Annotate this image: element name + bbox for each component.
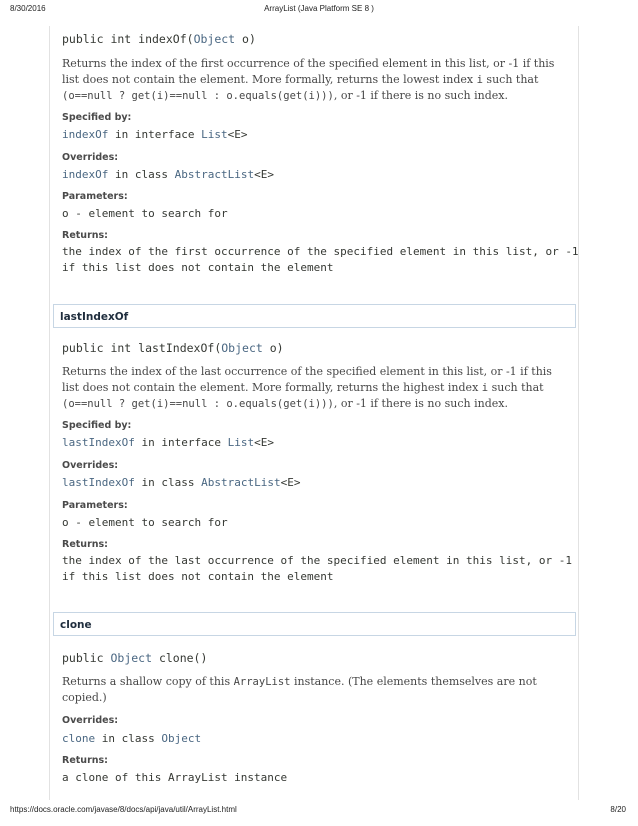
- indexof-returns-value: the index of the first occurrence of the specified element in this list, or -1 if this list does not contain the element: [62, 245, 579, 274]
- list-indexof-link[interactable]: indexOf: [62, 128, 109, 141]
- object-class-link[interactable]: Object: [161, 732, 202, 745]
- lastindexof-parameter-o: o - element to search for: [62, 516, 228, 529]
- indexof-description: Returns the index of the first occurrence of the specified element in this list, or -1 if this list does not contain the element. More formally, returns the lowest index i such that (o==null ? get(i)==null : o.equals(get(i))), or -1 if there is no such index.: [62, 57, 555, 102]
- abstractlist-class-link[interactable]: AbstractList: [174, 168, 255, 181]
- indexof-specified-by-value: indexOf in interface List<E>: [62, 128, 248, 141]
- indexof-signature: public int indexOf(Object o): [62, 32, 256, 46]
- lastindexof-parameters-label: Parameters:: [62, 500, 128, 511]
- lastindexof-heading: lastIndexOf: [53, 304, 576, 328]
- indexof-overrides-value: indexOf in class AbstractList<E>: [62, 168, 274, 181]
- list-interface-link[interactable]: List: [227, 436, 255, 449]
- abstractlist-class-link[interactable]: AbstractList: [201, 476, 281, 489]
- clone-signature: public Object clone(): [62, 651, 208, 665]
- lastindexof-returns-label: Returns:: [62, 539, 108, 550]
- abstractlist-lastindexof-link[interactable]: lastIndexOf: [62, 476, 135, 489]
- lastindexof-overrides-value: lastIndexOf in class AbstractList<E>: [62, 476, 301, 489]
- print-page-number: 8/20: [610, 805, 626, 814]
- clone-returns-label: Returns:: [62, 755, 108, 766]
- object-type-link[interactable]: Object: [193, 32, 236, 46]
- print-url: https://docs.oracle.com/javase/8/docs/api/java/util/ArrayList.html: [10, 805, 237, 814]
- clone-heading: clone: [53, 612, 576, 636]
- indexof-returns-label: Returns:: [62, 230, 108, 241]
- list-interface-link[interactable]: List: [201, 128, 228, 141]
- lastindexof-overrides-label: Overrides:: [62, 460, 119, 471]
- lastindexof-specified-by-value: lastIndexOf in interface List<E>: [62, 436, 274, 449]
- object-type-link[interactable]: Object: [110, 651, 153, 665]
- clone-description: Returns a shallow copy of this ArrayList instance. (The elements themselves are not copied.): [62, 675, 537, 704]
- list-lastindexof-link[interactable]: lastIndexOf: [62, 436, 135, 449]
- clone-returns-value: a clone of this ArrayList instance: [62, 771, 288, 784]
- print-date: 8/30/2016: [10, 4, 46, 13]
- abstractlist-clone-link[interactable]: clone: [62, 732, 96, 745]
- object-type-link[interactable]: Object: [221, 341, 263, 355]
- indexof-specified-by-label: Specified by:: [62, 112, 132, 123]
- indexof-overrides-label: Overrides:: [62, 152, 119, 163]
- abstractlist-indexof-link[interactable]: indexOf: [62, 168, 109, 181]
- indexof-parameters-label: Parameters:: [62, 191, 128, 202]
- lastindexof-signature: public int lastIndexOf(Object o): [62, 341, 284, 355]
- lastindexof-returns-value: the index of the last occurrence of the specified element in this list, or -1 if this list does not contain the element: [62, 554, 572, 583]
- clone-overrides-value: clone in class Object: [62, 732, 202, 745]
- print-title: ArrayList (Java Platform SE 8 ): [264, 4, 374, 13]
- lastindexof-specified-by-label: Specified by:: [62, 420, 132, 431]
- indexof-parameter-o: o - element to search for: [62, 207, 228, 220]
- clone-overrides-label: Overrides:: [62, 715, 119, 726]
- lastindexof-description: Returns the index of the last occurrence of the specified element in this list, or -1 if this list does not contain the element. More formally, returns the highest index i such that (o==null ? get(i)==null : o.equals(get(i))), or -1 if there is no such index.: [62, 365, 552, 410]
